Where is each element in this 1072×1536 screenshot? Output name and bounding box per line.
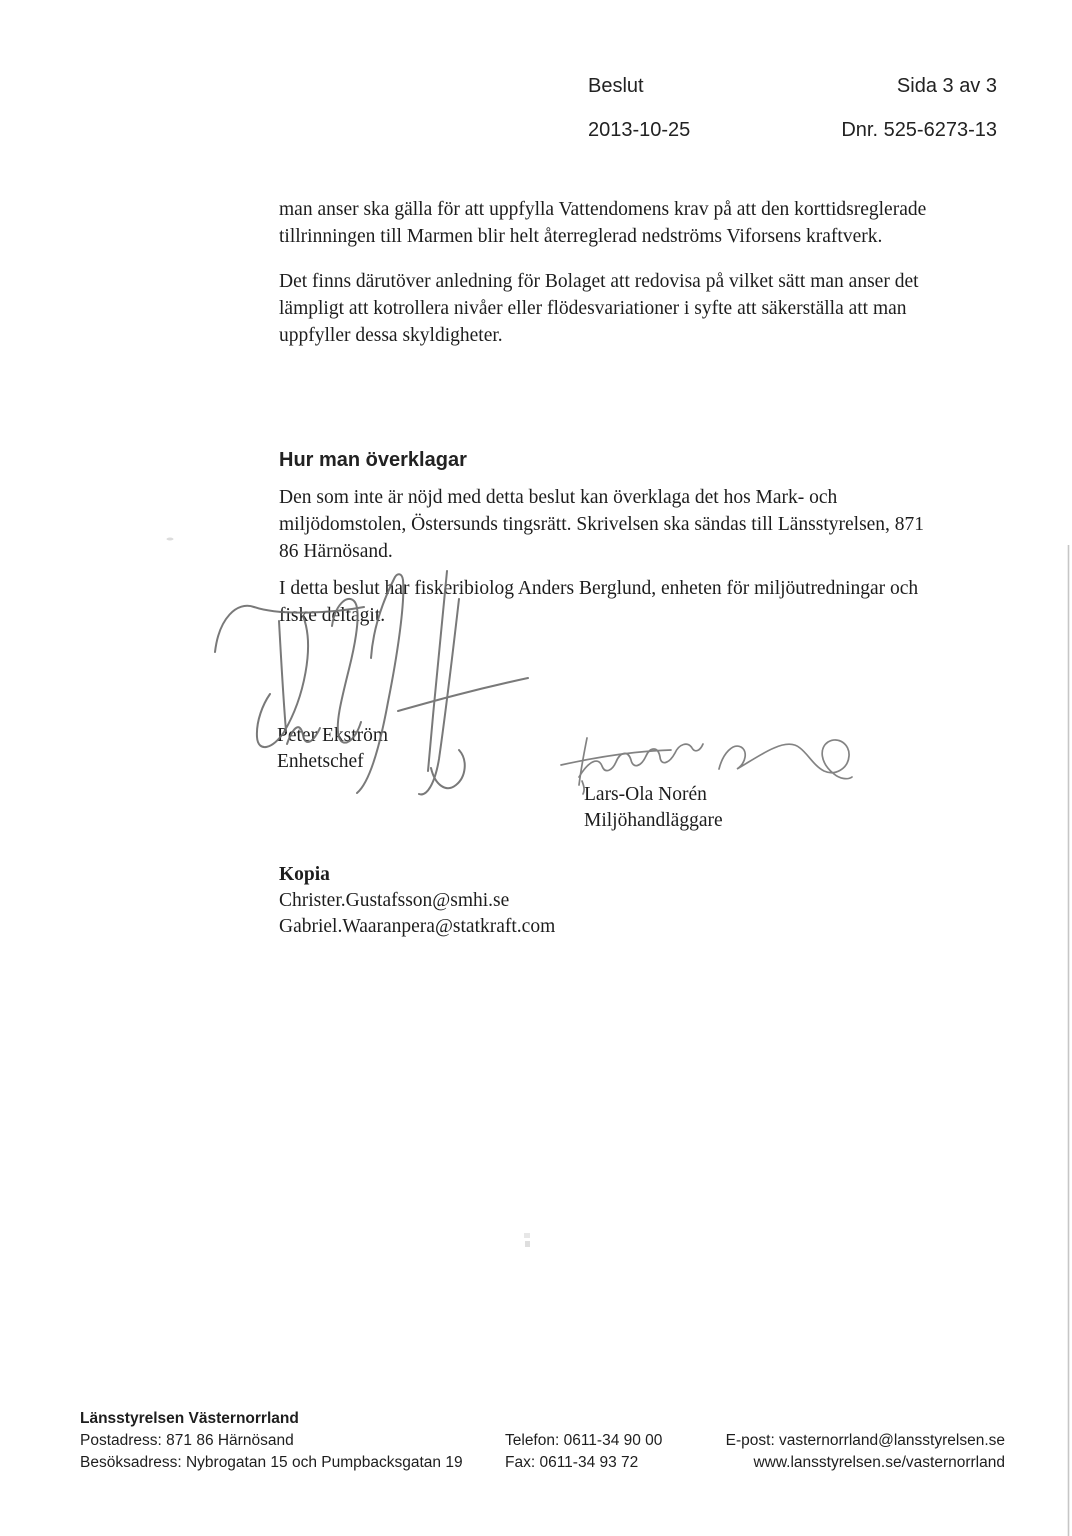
text-line: miljödomstolen, Östersunds tingsrätt. Skrivelsen ska sändas till Länsstyrelsen, 871	[279, 514, 925, 535]
paragraph	[279, 268, 919, 349]
signer-title: Miljöhandläggare	[584, 810, 723, 831]
text-line: fiske deltagit.	[279, 605, 386, 626]
doc-type-label: Beslut	[588, 75, 644, 97]
signer-block	[277, 723, 388, 775]
paragraph	[279, 196, 926, 250]
doc-number: Dnr. 525-6273-13	[841, 119, 997, 141]
copy-label: Kopia	[279, 864, 330, 885]
text-line: tillrinningen till Marmen blir helt återreglerad nedströms Viforsens kraftverk.	[279, 226, 883, 247]
text-line: Den som inte är nöjd med detta beslut kan överklaga det hos Mark- och	[279, 487, 838, 508]
footer-phone-column	[505, 1430, 662, 1474]
text-line: lämpligt att kotrollera nivåer eller flödesvariationer i syfte att säkerställa att man	[279, 298, 907, 319]
text-line: I detta beslut har fiskeribiolog Anders Berglund, enheten för miljöutredningar och	[279, 578, 919, 599]
signer-name: Peter Ekström	[277, 725, 389, 746]
copy-recipient-email: Christer.Gustafsson@smhi.se	[279, 890, 510, 911]
footer-organization: Länsstyrelsen Västernorrland	[80, 1410, 299, 1427]
footer-visiting-address: Besöksadress: Nybrogatan 15 och Pumpbacksgatan 19	[80, 1454, 463, 1471]
footer-website: www.lansstyrelsen.se/vasternorrland	[753, 1454, 1005, 1471]
signer-name: Lars-Ola Norén	[584, 784, 707, 805]
copy-recipient-email: Gabriel.Waaranpera@statkraft.com	[279, 916, 556, 937]
text-line: man anser ska gälla för att uppfylla Vattendomens krav på att den korttidsreglerade	[279, 199, 927, 220]
signer-title: Enhetschef	[277, 751, 364, 772]
text-line: Det finns därutöver anledning för Bolaget att redovisa på vilket sätt man anser det	[279, 271, 919, 292]
text-line: uppfyller dessa skyldigheter.	[279, 325, 503, 346]
text-line: 86 Härnösand.	[279, 541, 393, 562]
section-heading-appeal: Hur man överklagar	[279, 449, 467, 471]
footer-web-column	[726, 1430, 1005, 1474]
footer-address-column	[80, 1408, 463, 1474]
paragraph	[279, 575, 918, 629]
paragraph	[279, 484, 924, 565]
footer-fax: Fax: 0611-34 93 72	[505, 1454, 639, 1471]
copy-recipients-block	[279, 862, 555, 940]
footer-postal-address: Postadress: 871 86 Härnösand	[80, 1432, 294, 1449]
page-indicator: Sida 3 av 3	[896, 75, 997, 97]
doc-date: 2013-10-25	[588, 119, 691, 141]
footer-phone: Telefon: 0611-34 90 00	[505, 1432, 663, 1449]
scan-artifacts	[167, 538, 1069, 1536]
signer-block	[584, 782, 723, 834]
footer-email: E-post: vasternorrland@lansstyrelsen.se	[725, 1432, 1005, 1449]
